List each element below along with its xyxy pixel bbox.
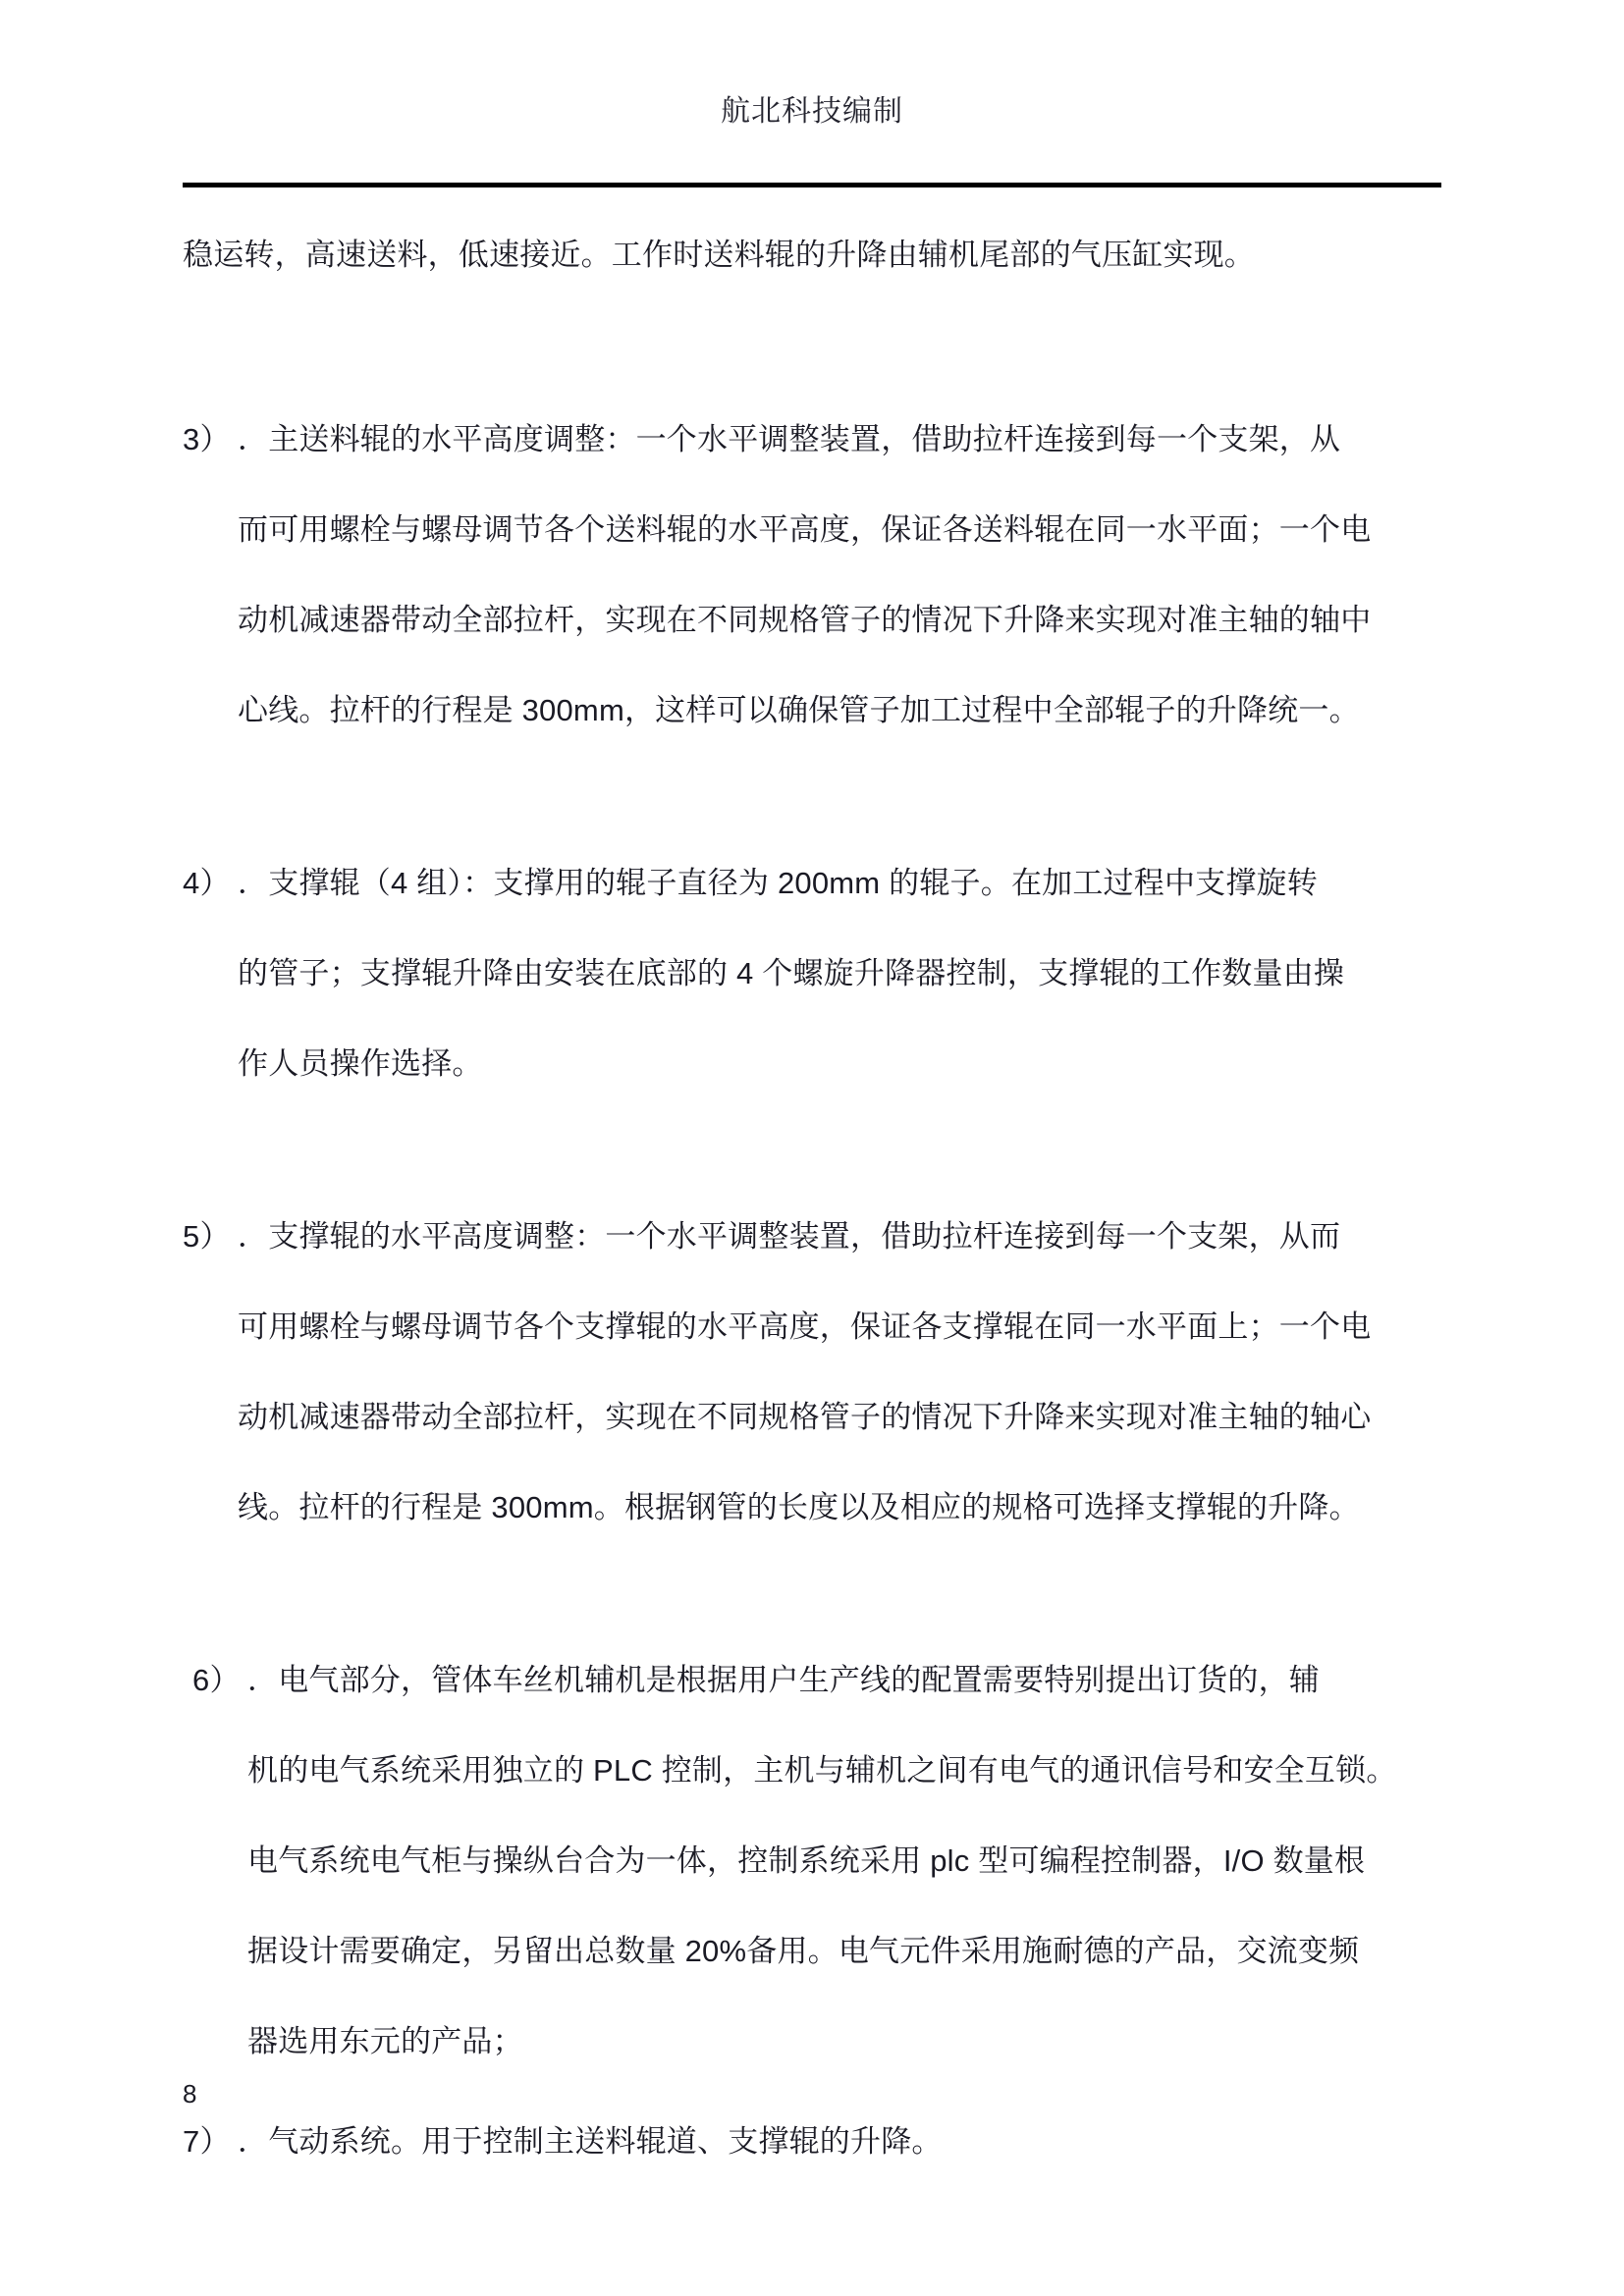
- list-marker-6: 6）: [192, 1663, 241, 1697]
- paragraph-line: ．气动系统。用于控制主送料辊道、支撑辊的升降。: [238, 2124, 943, 2159]
- paragraph-line: ．主送料辊的水平高度调整：一个水平调整装置，借助拉杆连接到每一个支架，从: [238, 422, 1341, 456]
- paragraph-line: 作人员操作选择。: [238, 1046, 483, 1081]
- list-item-4: [183, 838, 1441, 1109]
- list-item-3: [183, 395, 1441, 756]
- header-divider: [183, 183, 1441, 187]
- paragraph-spacer: [183, 756, 1441, 838]
- list-marker-7: 7）: [183, 2124, 231, 2159]
- list-item-6: [183, 1635, 1441, 2087]
- paragraph-line: 器选用东元的产品；: [247, 2024, 523, 2058]
- list-marker-5: 5）: [183, 1219, 231, 1254]
- list-marker-3: 3）: [183, 422, 231, 456]
- paragraph-line: 线。拉杆的行程是 300mm。根据钢管的长度以及相应的规格可选择支撑辊的升降。: [238, 1490, 1360, 1524]
- list-marker-4: 4）: [183, 866, 231, 900]
- document-body: [183, 210, 1441, 2187]
- paragraph-line: 心线。拉杆的行程是 300mm，这样可以确保管子加工过程中全部辊子的升降统一。: [238, 693, 1360, 727]
- paragraph-line: 据设计需要确定，另留出总数量 20%备用。电气元件采用施耐德的产品，交流变频: [247, 1934, 1360, 1968]
- list-item-7: [183, 2097, 1441, 2187]
- paragraph-line: 电气系统电气柜与操纵台合为一体，控制系统采用 plc 型可编程控制器，I/O 数量根: [247, 1843, 1366, 1878]
- paragraph-line: 的管子；支撑辊升降由安装在底部的 4 个螺旋升降器控制，支撑辊的工作数量由操: [238, 956, 1345, 990]
- paragraph-spacer: [183, 300, 1441, 395]
- paragraph-line: 动机减速器带动全部拉杆，实现在不同规格管子的情况下升降来实现对准主轴的轴中: [238, 603, 1372, 637]
- paragraph-line: ．支撑辊的水平高度调整：一个水平调整装置，借助拉杆连接到每一个支架，从而: [238, 1219, 1341, 1254]
- header-title: 航北科技编制: [721, 95, 903, 128]
- page-number: 8: [183, 2079, 197, 2109]
- paragraph-line: 机的电气系统采用独立的 PLC 控制，主机与辅机之间有电气的通讯信号和安全互锁。: [247, 1753, 1397, 1788]
- paragraph-line: 而可用螺栓与螺母调节各个送料辊的水平高度，保证各送料辊在同一水平面；一个电: [238, 512, 1372, 547]
- paragraph-line: 可用螺栓与螺母调节各个支撑辊的水平高度，保证各支撑辊在同一水平面上；一个电: [238, 1309, 1372, 1344]
- page-footer: [183, 2081, 1441, 2108]
- paragraph-line: 稳运转，高速送料，低速接近。工作时送料辊的升降由辅机尾部的气压缸实现。: [183, 238, 1255, 272]
- paragraph-line: 动机减速器带动全部拉杆，实现在不同规格管子的情况下升降来实现对准主轴的轴心: [238, 1400, 1372, 1434]
- paragraph-spacer: [183, 1109, 1441, 1192]
- paragraph-intro: [183, 210, 1441, 300]
- paragraph-line: ．电气部分，管体车丝机辅机是根据用户生产线的配置需要特别提出订货的，辅: [247, 1663, 1320, 1697]
- paragraph-line: ．支撑辊（4 组）：支撑用的辊子直径为 200mm 的辊子。在加工过程中支撑旋转: [238, 866, 1318, 900]
- paragraph-spacer: [183, 1553, 1441, 1635]
- list-item-5: [183, 1192, 1441, 1553]
- page-header: [183, 94, 1441, 130]
